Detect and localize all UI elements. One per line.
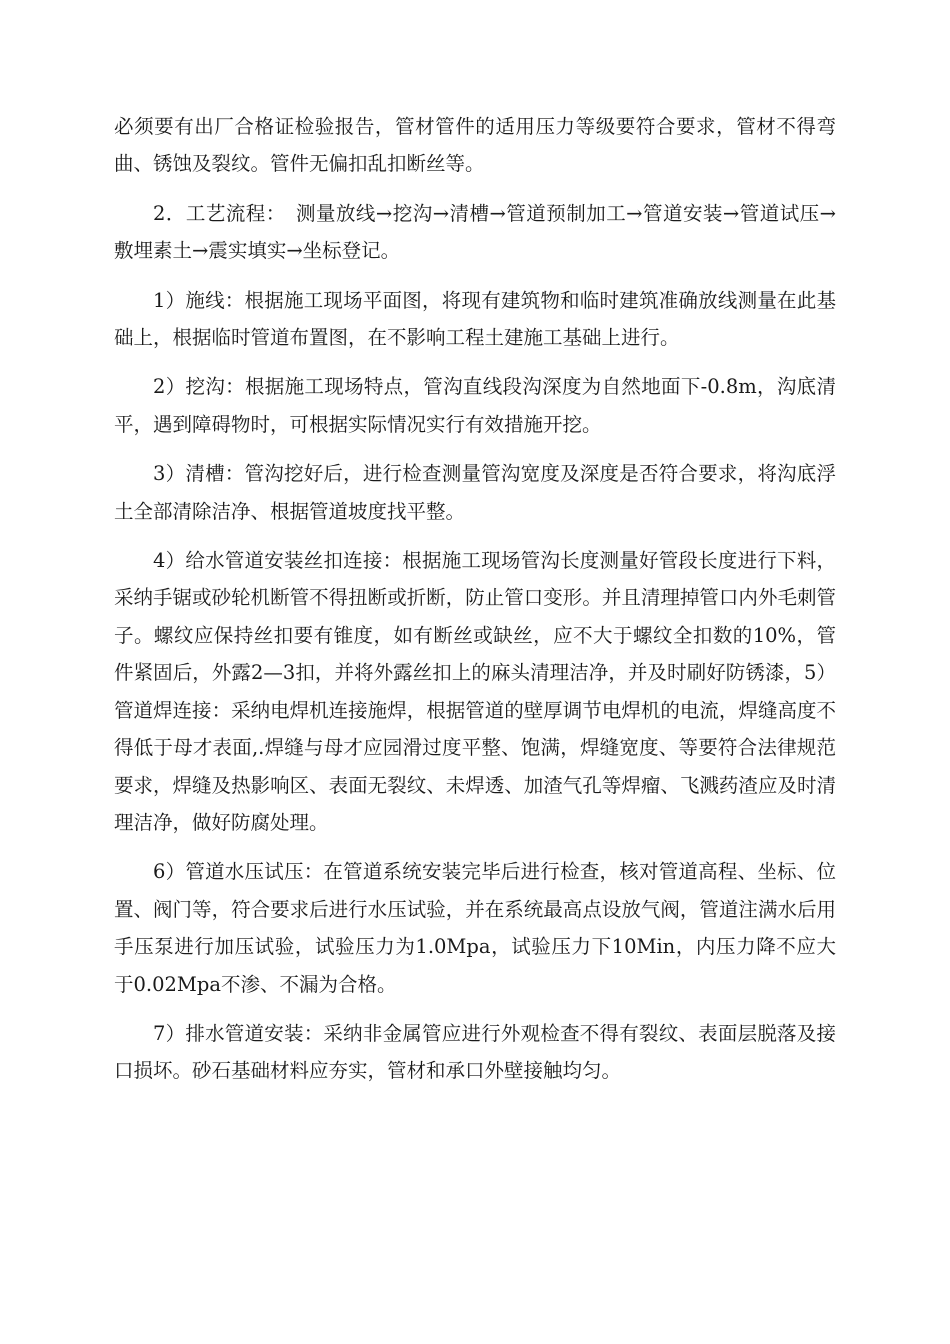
- paragraph-step-4-5-connection: 4）给水管道安装丝扣连接：根据施工现场管沟长度测量好管段长度进行下料，采纳手锯或砂轮机断管不得扭断或折断，防止管口变形。并且清理掉管口内外毛刺管子。螺纹应保持丝扣要有锥度，如有断丝或缺丝，应不大于螺纹全扣数的10%，管件紧固后，外露2—3扣，并将外露丝扣上的麻头清理洁净，并及时刷好防锈漆，5）管道焊连接：采纳电焊机连接施焊，根据管道的壁厚调节电焊机的电流，焊缝高度不得低于母才表面,.焊缝与母才应园滑过度平整、饱满，焊缝宽度、等要符合法律规范要求，焊缝及热影响区、表面无裂纹、未焊透、加渣气孔等焊瘤、飞溅药渣应及时清理洁净，做好防腐处理。: [114, 549, 836, 834]
- paragraph-step-1-layout: 1）施线：根据施工现场平面图，将现有建筑物和临时建筑准确放线测量在此基础上，根据临时管道布置图，在不影响工程土建施工基础上进行。: [114, 288, 836, 350]
- paragraph-step-3-cleaning: 3）清槽：管沟挖好后，进行检查测量管沟宽度及深度是否符合要求，将沟底浮土全部清除洁净、根据管道坡度找平整。: [114, 462, 836, 523]
- paragraph-step-6-pressure-test: 6）管道水压试压：在管道系统安装完毕后进行检查，核对管道高程、坐标、位置、阀门等，符合要求后进行水压试验，并在系统最高点设放气阀，管道注满水后用手压泵进行加压试验，试验压力为1.0Mpa，试验压力下10Min，内压力降不应大于0.02Mpa不渗、不漏为合格。: [114, 860, 836, 996]
- paragraph-step-7-drainage: 7）排水管道安装：采纳非金属管应进行外观检查不得有裂纹、表面层脱落及接口损坏。砂石基础材料应夯实，管材和承口外壁接触均匀。: [114, 1021, 836, 1083]
- paragraph-material-requirements: 必须要有出厂合格证检验报告，管材管件的适用压力等级要符合要求，管材不得弯曲、锈蚀及裂纹。管件无偏扣乱扣断丝等。: [114, 115, 836, 176]
- paragraph-step-2-trenching: 2）挖沟：根据施工现场特点，管沟直线段沟深度为自然地面下-0.8m，沟底清平，遇到障碍物时，可根据实际情况实行有效措施开挖。: [114, 375, 836, 436]
- document-body: [114, 108, 836, 1102]
- paragraph-process-flow: 2．工艺流程： 测量放线→挖沟→清槽→管道预制加工→管道安装→管道试压→敷埋素土→震实填实→坐标登记。: [114, 201, 836, 263]
